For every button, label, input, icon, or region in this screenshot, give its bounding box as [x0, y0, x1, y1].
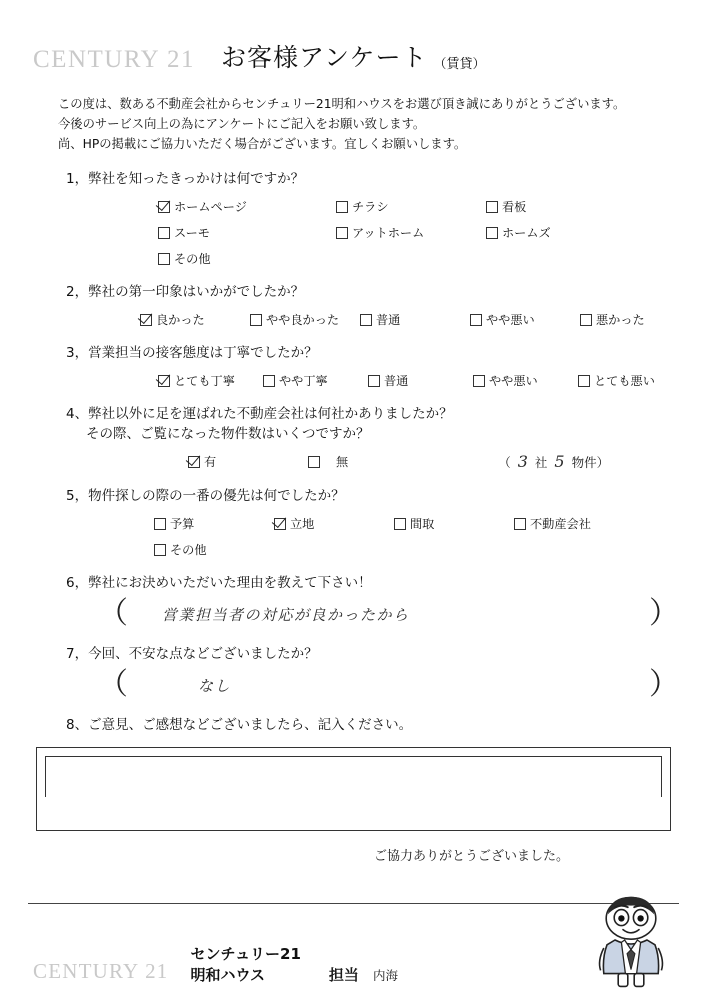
checkbox-icon[interactable] — [140, 314, 152, 326]
option-row — [158, 198, 679, 215]
question-8-number: 8、 — [66, 717, 89, 733]
checkbox-option[interactable] — [263, 372, 368, 389]
century21-logo-text: CENTURY 21 — [33, 46, 195, 73]
checkbox-icon[interactable] — [470, 314, 482, 326]
question-5-options — [28, 515, 679, 558]
checkbox-label: 悪かった — [596, 313, 645, 327]
checkbox-icon[interactable] — [394, 518, 406, 530]
checkbox-option[interactable] — [250, 311, 360, 328]
question-2-text — [28, 282, 679, 302]
checkbox-label: スーモ — [174, 226, 210, 240]
option-row — [158, 224, 679, 241]
question-6-answer-row — [28, 596, 679, 631]
option-row — [154, 515, 679, 532]
intro-text — [28, 94, 679, 154]
staff-label: 担当 — [328, 966, 359, 984]
checkbox-label: 良かった — [156, 313, 205, 327]
checkbox-option[interactable] — [336, 224, 486, 241]
question-6-answer[interactable]: 営業担当者の対応が良かったから — [162, 605, 410, 624]
question-6-text — [28, 573, 679, 593]
properties-count-unit: 物件） — [571, 455, 610, 470]
question-5-number: 5， — [66, 488, 89, 504]
company-name-line-1: センチュリー21 — [190, 945, 301, 963]
checkbox-label: その他 — [170, 543, 207, 557]
checkbox-option[interactable] — [486, 224, 551, 241]
checkbox-option[interactable] — [514, 515, 591, 532]
checkbox-option[interactable] — [473, 372, 578, 389]
checkbox-option[interactable] — [580, 311, 645, 328]
intro-line-1: この度は、数ある不動産会社からセンチュリー21明和ハウスをお選び頂き誠にありがとうございます。 — [58, 97, 626, 111]
question-3-label: 営業担当の接客態度は丁寧でしたか？ — [88, 345, 318, 361]
checkbox-option[interactable] — [368, 372, 473, 389]
checkbox-option[interactable] — [274, 515, 394, 532]
checkbox-icon[interactable] — [486, 201, 498, 213]
checkbox-option[interactable] — [360, 311, 470, 328]
checkbox-label: やや悪い — [486, 313, 535, 327]
checkbox-icon[interactable] — [368, 375, 380, 387]
checkbox-label: 立地 — [290, 517, 315, 531]
page-title: お客様アンケート — [221, 43, 428, 72]
checkbox-label: チラシ — [352, 200, 389, 214]
question-1-label: 弊社を知ったきっかけは何ですか？ — [88, 171, 305, 187]
question-1-text — [28, 169, 679, 189]
question-7-answer[interactable]: なし — [198, 676, 232, 695]
intro-line-3: 尚、HPの掲載にご協力いただく場合がございます。宜しくお願いします。 — [58, 137, 467, 151]
checkbox-label: 看板 — [502, 200, 527, 214]
question-2 — [28, 282, 679, 328]
checkbox-label: 有 — [204, 455, 217, 469]
option-row — [158, 250, 679, 267]
footer-divider — [28, 903, 679, 904]
companies-count-value[interactable]: 3 — [517, 452, 528, 471]
checkbox-icon[interactable] — [154, 518, 166, 530]
checkbox-icon[interactable] — [336, 201, 348, 213]
question-4 — [28, 404, 679, 471]
checkbox-icon[interactable] — [158, 201, 170, 213]
checkbox-icon[interactable] — [188, 456, 200, 468]
checkbox-label: やや丁寧 — [279, 374, 328, 388]
intro-line-2: 今後のサービス向上の為にアンケートにご記入をお願い致します。 — [58, 117, 426, 131]
checkbox-label: やや良かった — [266, 313, 340, 327]
checkbox-label: 普通 — [384, 374, 409, 388]
question-6-number: 6， — [66, 575, 89, 591]
checkbox-label: アットホーム — [352, 226, 425, 240]
question-4-number: 4、 — [66, 406, 89, 422]
page-footer — [28, 944, 679, 986]
question-7 — [28, 644, 679, 700]
question-8-answer-field[interactable] — [45, 756, 662, 797]
page-subtitle: （賃貸） — [433, 57, 486, 72]
companies-count-unit: 社 — [534, 455, 548, 470]
checkbox-label: 無 — [336, 455, 349, 469]
question-6 — [28, 573, 679, 629]
checkbox-icon[interactable] — [308, 456, 320, 468]
question-2-number: 2， — [66, 284, 89, 300]
question-7-number: 7， — [66, 646, 89, 662]
checkbox-option[interactable] — [158, 198, 336, 215]
question-7-answer-row — [28, 667, 679, 702]
option-row — [140, 311, 679, 328]
checkbox-option[interactable] — [158, 224, 336, 241]
company-name — [190, 944, 300, 986]
question-1-number: 1， — [66, 171, 89, 187]
paren-open: （ — [98, 596, 128, 631]
question-8-label: ご意見、ご感想などございましたら、記入ください。 — [88, 717, 413, 733]
question-4-options — [28, 452, 679, 471]
checkbox-option[interactable] — [158, 250, 211, 267]
staff-info — [329, 964, 398, 986]
paren-close: ） — [649, 667, 679, 702]
checkbox-icon[interactable] — [336, 227, 348, 239]
thanks-text: ご協力ありがとうございました。 — [373, 849, 569, 864]
paren-open: （ — [98, 667, 128, 702]
checkbox-option[interactable] — [140, 311, 250, 328]
question-4-subtext: その際、ご覧になった物件数はいくつですか？ — [86, 426, 370, 442]
checkbox-option-no[interactable] — [308, 453, 348, 470]
mascot-character-icon — [583, 892, 679, 988]
question-3-number: 3， — [66, 345, 89, 361]
checkbox-option[interactable] — [158, 372, 263, 389]
checkbox-label: 間取 — [410, 517, 435, 531]
question-3 — [28, 343, 679, 389]
checkbox-label: ホームページ — [174, 200, 247, 214]
checkbox-label: 予算 — [170, 517, 195, 531]
checkbox-icon[interactable] — [158, 253, 170, 265]
checkbox-icon[interactable] — [154, 544, 166, 556]
question-1-options — [28, 198, 679, 267]
paren-open: （ — [498, 455, 511, 470]
checkbox-icon[interactable] — [486, 227, 498, 239]
question-2-label: 弊社の第一印象はいかがでしたか？ — [88, 284, 305, 300]
checkbox-icon[interactable] — [158, 227, 170, 239]
checkbox-option[interactable] — [486, 198, 526, 215]
checkbox-icon[interactable] — [473, 375, 485, 387]
question-5 — [28, 486, 679, 558]
checkbox-label: 普通 — [376, 313, 401, 327]
century21-footer-logo-text: CENTURY 21 — [33, 959, 169, 983]
checkbox-icon[interactable] — [263, 375, 275, 387]
question-4-text — [28, 404, 679, 424]
checkbox-option-yes[interactable] — [188, 453, 308, 470]
checkbox-label: その他 — [174, 252, 211, 266]
checkbox-option[interactable] — [470, 311, 580, 328]
checkbox-icon[interactable] — [250, 314, 262, 326]
question-8 — [28, 715, 679, 831]
question-3-options — [28, 372, 679, 389]
question-5-text — [28, 486, 679, 506]
staff-name: 内海 — [372, 968, 398, 983]
checkbox-option[interactable] — [394, 515, 514, 532]
company-name-line-2: 明和ハウス — [190, 966, 266, 984]
checkbox-icon[interactable] — [514, 518, 526, 530]
checkbox-option[interactable] — [578, 372, 655, 389]
question-5-label: 物件探しの際の一番の優先は何でしたか？ — [88, 488, 345, 504]
option-row — [154, 541, 679, 558]
page-header — [28, 0, 679, 74]
checkbox-option[interactable] — [336, 198, 486, 215]
checkbox-label: とても丁寧 — [174, 374, 235, 388]
question-6-label: 弊社にお決めいただいた理由を教えて下さい！ — [88, 575, 372, 591]
checkbox-label: とても悪い — [594, 374, 655, 388]
question-2-options — [28, 311, 679, 328]
question-8-answer-box[interactable] — [36, 747, 671, 831]
checkbox-icon[interactable] — [578, 375, 590, 387]
question-4-label: 弊社以外に足を運ばれた不動産会社は何社かありましたか？ — [88, 406, 453, 422]
question-3-text — [28, 343, 679, 363]
paren-close: ） — [649, 596, 679, 631]
option-row — [158, 372, 679, 389]
checkbox-option[interactable] — [154, 515, 274, 532]
checkbox-label: 不動産会社 — [530, 517, 591, 531]
question-7-text — [28, 644, 679, 664]
question-8-text — [28, 715, 679, 735]
checkbox-label: ホームズ — [502, 226, 551, 240]
question-7-label: 今回、不安な点などございましたか？ — [88, 646, 318, 662]
checkbox-icon[interactable] — [158, 375, 170, 387]
question-4-counts — [498, 452, 609, 471]
checkbox-icon[interactable] — [360, 314, 372, 326]
checkbox-icon[interactable] — [580, 314, 592, 326]
properties-count-value[interactable]: 5 — [554, 452, 565, 471]
checkbox-icon[interactable] — [274, 518, 286, 530]
checkbox-option[interactable] — [154, 541, 207, 558]
checkbox-label: やや悪い — [489, 374, 538, 388]
question-1 — [28, 169, 679, 267]
